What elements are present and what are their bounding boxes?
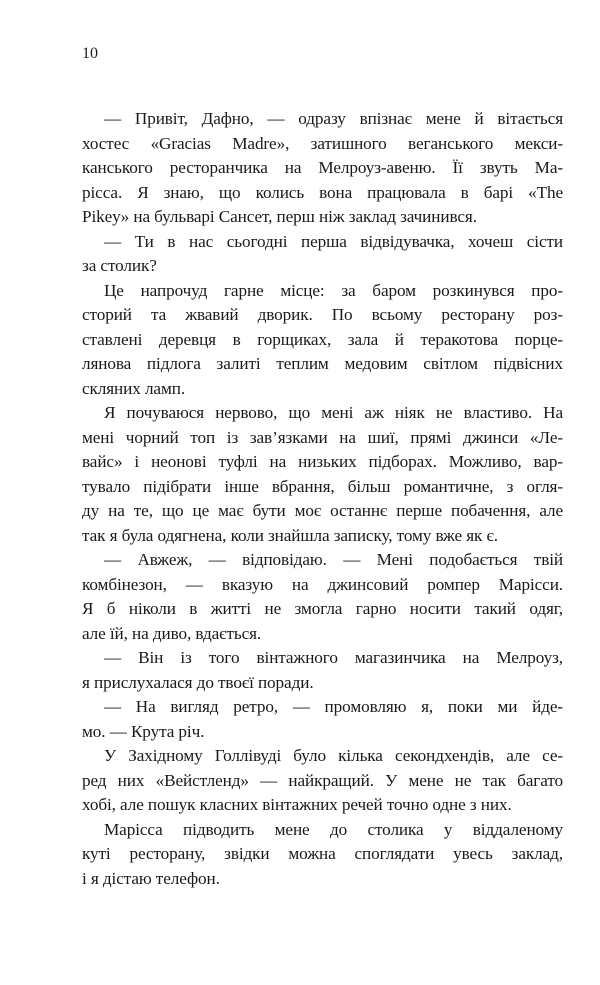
text-line: ду на те, що це має бути моє останнє перше побачення, але [82,501,563,520]
text-line: за столик? [82,256,157,275]
body-text [82,107,563,891]
text-line: — Ти в нас сьогодні перша відвідувачка, хочеш сісти [104,231,563,251]
text-line: ред них «Вейстленд» — найкращий. У мене не так багато [82,770,563,790]
text-line: рісса. Я знаю, що колись вона працювала в барі «The [82,182,563,202]
text-line: скляних ламп. [82,378,186,398]
text-line: Це напрочуд гарне місце: за баром розкинувся про- [104,280,563,300]
text-line: Pikey» на бульварі Сансет, перш ніж заклад зачинився. [82,207,477,226]
text-line: — Він із того вінтажного магазинчика на Мелроуз, [104,648,563,667]
text-line: тувало підібрати інше вбрання, більш романтичне, з огля- [82,476,563,496]
text-line: — На вигляд ретро, — промовляю я, поки ми йде- [104,697,563,716]
text-line: мені чорний топ із зав’язками на шиї, прямі джинси «Ле- [82,427,563,447]
text-line: так я була одягнена, коли знайшла записку, тому вже як є. [82,525,498,545]
text-line: — Привіт, Дафно, — одразу впізнає мене й вітається [104,109,563,128]
text-line: я прислухалася до твоєї поради. [82,672,314,692]
text-line: У Західному Голлівуді було кілька секондхендів, але се- [104,746,563,765]
text-line: Я почуваюся нервово, що мені аж ніяк не властиво. На [104,403,563,422]
page-number: 10 [82,45,98,62]
text-line: вайс» і неонові туфлі на низьких підборах. Можливо, вар- [82,452,563,471]
text-line: мо. — Крута річ. [82,721,205,741]
text-line: але їй, на диво, вдається. [82,623,262,643]
text-line: Марісса підводить мене до столика у віддаленому [104,819,563,839]
text-line: Я б ніколи в житті не змогла гарно носити такий одяг, [82,599,563,618]
text-line: лянова підлога залиті теплим медовим світлом підвісних [82,354,563,373]
text-line: ставлені деревця в горщиках, зала й теракотова порце- [82,329,563,349]
text-line: куті ресторану, звідки можна споглядати увесь заклад, [82,844,563,863]
text-line: комбінезон, — вказую на джинсовий ромпер Марісси. [82,574,563,594]
text-line: і я дістаю телефон. [82,868,220,888]
text-line: канського ресторанчика на Мелроуз-авеню. Її звуть Ма- [82,158,563,177]
text-line: — Авжеж, — відповідаю. — Мені подобається твій [104,550,563,569]
text-line: хобі, але пошук класних вінтажних речей точно одне з них. [82,795,512,814]
text-line: сторий та жвавий дворик. По всьому ресторану роз- [82,305,563,324]
text-line: хостес «Gracias Madre», затишного веганського мекси- [82,133,563,153]
